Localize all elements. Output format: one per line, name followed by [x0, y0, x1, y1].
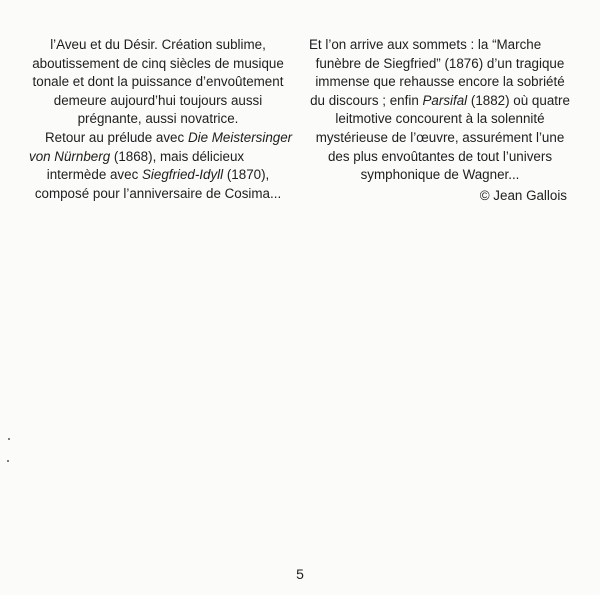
text-line	[309, 92, 571, 111]
scan-speck	[8, 438, 10, 440]
scan-speck	[7, 460, 9, 462]
work-title: Parsifal	[422, 92, 468, 108]
text-line	[29, 166, 287, 185]
work-title: Die Meistersinger	[187, 129, 293, 145]
text-segment: intermède avec	[46, 167, 142, 183]
text-segment: (1882) où quatre	[467, 92, 570, 108]
text-line	[29, 129, 293, 148]
work-title: von Nürnberg	[29, 148, 111, 164]
text-line: demeure aujourd’hui toujours aussi	[53, 92, 263, 108]
work-title: Siegfried-Idyll	[142, 167, 224, 183]
text-segment: Retour au prélude avec	[45, 129, 188, 145]
text-line: aboutissement de cinq siècles de musique	[32, 55, 284, 71]
text-segment: (1868), mais délicieux	[110, 148, 245, 164]
text-line: funèbre de Siegfried” (1876) d’un tragique	[315, 55, 565, 71]
author-signature: © Jean Gallois	[479, 187, 567, 203]
text-line	[29, 148, 287, 167]
text-line: composé pour l’anniversaire de Cosima...	[34, 185, 282, 201]
text-line: des plus envoûtantes de tout l’univers	[327, 148, 553, 164]
text-line: tonale et dont la puissance d’envoûtement	[32, 74, 284, 90]
text-line: prégnante, aussi novatrice.	[77, 111, 239, 127]
text-segment: du discours ; enfin	[310, 92, 423, 108]
page-number: 5	[296, 566, 304, 582]
left-column	[29, 36, 293, 203]
text-line: mystérieuse de l’œuvre, assurément l’une	[315, 129, 565, 145]
text-line: l’Aveu et du Désir. Création sublime,	[50, 37, 266, 52]
right-column	[309, 36, 571, 205]
text-line: Et l’on arrive aux sommets : la “Marche	[309, 37, 542, 52]
text-segment: (1870),	[223, 167, 270, 183]
text-line: symphonique de Wagner...	[360, 167, 520, 183]
text-line: immense que rehausse encore la sobriété	[315, 74, 565, 90]
text-line: leitmotive concourent à la solennité	[335, 111, 545, 127]
